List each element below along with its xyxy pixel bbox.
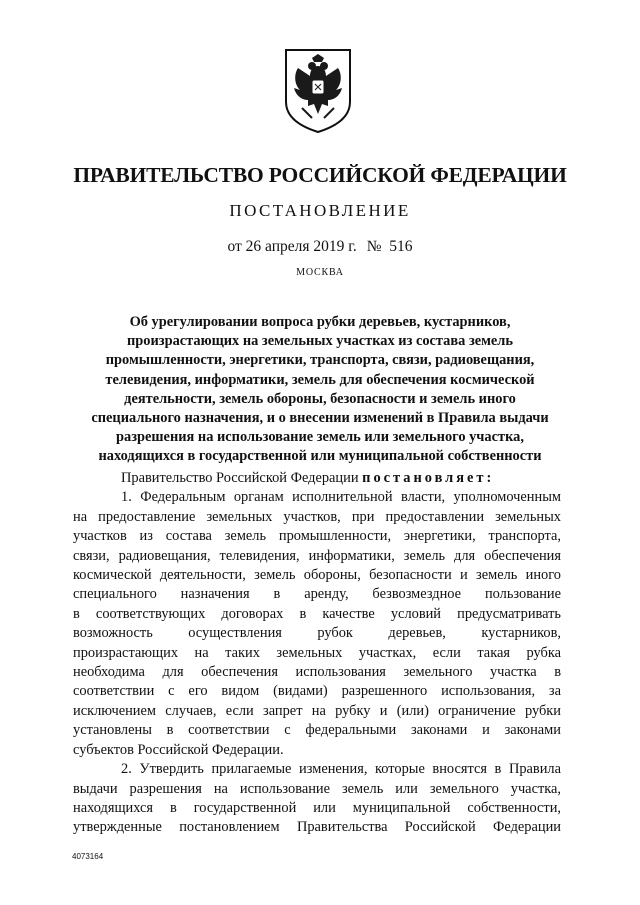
subject-line: произрастающих на земельных участках из состава земель <box>127 333 513 350</box>
government-title: ПРАВИТЕЛЬСТВО РОССИЙСКОЙ ФЕДЕРАЦИИ <box>73 163 567 187</box>
paragraph-line: 1. Федеральным органам исполнительной власти, уполномоченным <box>121 489 561 506</box>
decree-word: постановляет: <box>362 470 495 486</box>
document-city: МОСКВА <box>296 267 344 278</box>
paragraph-line: исключением случаев, если запрет на рубку и (или) ограничение рубки <box>73 702 561 719</box>
paragraph-line: субъектов Российской Федерации. <box>73 741 284 758</box>
document-number: № 516 <box>366 238 413 255</box>
paragraph-line: космической деятельности, земель обороны, безопасности и земель иного <box>73 567 561 584</box>
paragraph-line: возможность осуществления рубок деревьев, кустарников, <box>73 625 561 642</box>
document-code: 4073164 <box>72 852 104 861</box>
subject-line: специального назначения, и о внесении изменений в Правила выдачи <box>91 410 549 427</box>
intro-text: Правительство Российской Федерации <box>121 470 359 486</box>
paragraph-line: выдачи разрешения на использование земель или земельного участка, <box>73 780 561 797</box>
subject-line: телевидения, информатики, земель для обеспечения космической <box>105 371 535 388</box>
document-type: ПОСТАНОВЛЕНИЕ <box>229 201 411 220</box>
document-subject <box>60 313 580 467</box>
paragraph-line: связи, радиовещания, телевидения, информатики, земель для обеспечения <box>73 547 561 564</box>
paragraph-1 <box>73 488 561 760</box>
paragraph-line: соответствии с его видом (видами) разрешенного использования, за <box>73 683 561 700</box>
subject-line: находящихся в государственной или муниципальной собственности <box>98 448 542 465</box>
subject-line: деятельности, земель обороны, безопасности и земель иного <box>124 390 516 407</box>
paragraph-line: на предоставление земельных участков, при предоставлении земельных <box>73 508 561 525</box>
subject-line: Об урегулировании вопроса рубки деревьев, кустарников, <box>129 314 511 330</box>
subject-line: промышленности, энергетики, транспорта, связи, радиовещания, <box>105 352 535 369</box>
document-date <box>0 238 640 256</box>
paragraph-line: в соответствующих договорах в качестве условий предусматривать <box>73 605 561 622</box>
intro-line <box>73 469 561 488</box>
paragraph-line: находящихся в государственной или муниципальной собственности, <box>73 799 561 816</box>
paragraph-2 <box>73 760 561 838</box>
paragraph-line: специального назначения в аренду, безвозмездное пользование <box>73 586 561 603</box>
document-body <box>73 469 561 838</box>
coat-of-arms-icon <box>272 44 364 136</box>
paragraph-line: произрастающих на таких земельных участках, если такая рубка <box>73 644 561 661</box>
date-text: от 26 апреля 2019 г. <box>227 238 357 255</box>
paragraph-line: установлены в соответствии с федеральными законами и законами <box>73 722 561 739</box>
paragraph-line: утвержденные постановлением Правительства Российской Федерации <box>73 819 561 836</box>
paragraph-line: необходима для обеспечения использования земельного участка в <box>73 664 561 681</box>
paragraph-line: 2. Утвердить прилагаемые изменения, которые вносятся в Правила <box>121 761 561 778</box>
paragraph-line: участков из состава земель промышленности, энергетики, транспорта, <box>73 528 561 545</box>
subject-line: разрешения на использование земель или земельного участка, <box>116 429 524 446</box>
